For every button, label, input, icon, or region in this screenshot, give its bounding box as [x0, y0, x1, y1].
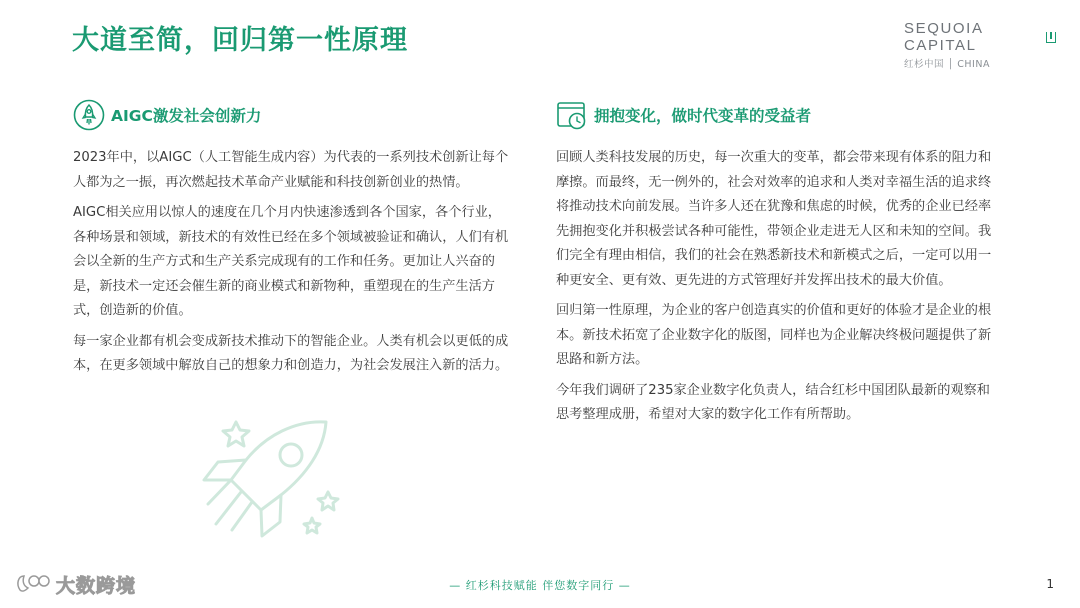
footer-slogan: — 红杉科技赋能 伴您数字同行 — — [449, 579, 631, 592]
page-number: 1 — [1046, 577, 1054, 591]
paragraph: 回归第一性原理，为企业的客户创造真实的价值和更好的体验才是企业的根本。新技术拓宽了企业数字化的版图，同样也为企业解决终极问题提供了新思路和新方法。 — [556, 303, 992, 367]
watermark-text: 大数跨境 — [56, 575, 137, 597]
paragraph: 2023年中，以AIGC（人工智能生成内容）为代表的一系列技术创新让每个人都为之一振，再次燃起技术革命产业赋能和科技创新创业的热情。 — [73, 150, 509, 190]
brand-logo — [904, 20, 1056, 70]
paragraph: 今年我们调研了235家企业数字化负责人，结合红杉中国团队最新的观察和思考整理成册，希望对大家的数字化工作有所帮助。 — [556, 382, 990, 422]
brand-subtitle: 红杉中国 │ CHINA — [904, 59, 990, 70]
sequoia-mark-icon — [1046, 32, 1056, 43]
section-title: 拥抱变化，做时代变革的受益者 — [594, 107, 812, 125]
page-title: 大道至简，回归第一性原理 — [72, 25, 408, 56]
clock-window-icon — [556, 99, 588, 131]
rocket-illustration — [186, 400, 356, 560]
brand-name: SEQUOIA CAPITAL — [904, 20, 983, 54]
paragraph: 回顾人类科技发展的历史，每一次重大的变革，都会带来现有体系的阻力和摩擦。而最终，无一例外的，社会对效率的追求和人类对幸福生活的追求终将推动技术向前发展。当许多人还在犹豫和焦虑的时候，优秀的企业已经率先拥抱变化并积极尝试各种可能性，带领企业走进无人区和未知的空间。我们完全有理由相信，我们的社会在熟悉新技术和新模式之后，一定可以用一种更安全、更有效、更先进的方式管理好并发挥出技术的最大价值。 — [556, 150, 992, 288]
section-title: AIGC激发社会创新力 — [111, 107, 262, 125]
paragraph: 每一家企业都有机会变成新技术推动下的智能企业。人类有机会以更低的成本，在更多领域中解放自己的想象力和创造力，为社会发展注入新的活力。 — [73, 333, 509, 373]
section-header — [73, 98, 513, 132]
section-header — [556, 98, 996, 132]
section-aigc — [73, 98, 513, 385]
paragraph: AIGC相关应用以惊人的速度在几个月内快速渗透到各个国家，各个行业，各种场景和领域，新技术的有效性已经在多个领域被验证和确认，人们有机会以全新的生产方式和生产关系完成现有的工作和任务。更加让人兴奋的是，新技术一定还会催生新的商业模式和新物种，重塑现在的生产生活方式，创造新的价值。 — [73, 205, 509, 318]
section-embrace-change — [556, 98, 996, 434]
rocket-icon — [73, 99, 105, 131]
